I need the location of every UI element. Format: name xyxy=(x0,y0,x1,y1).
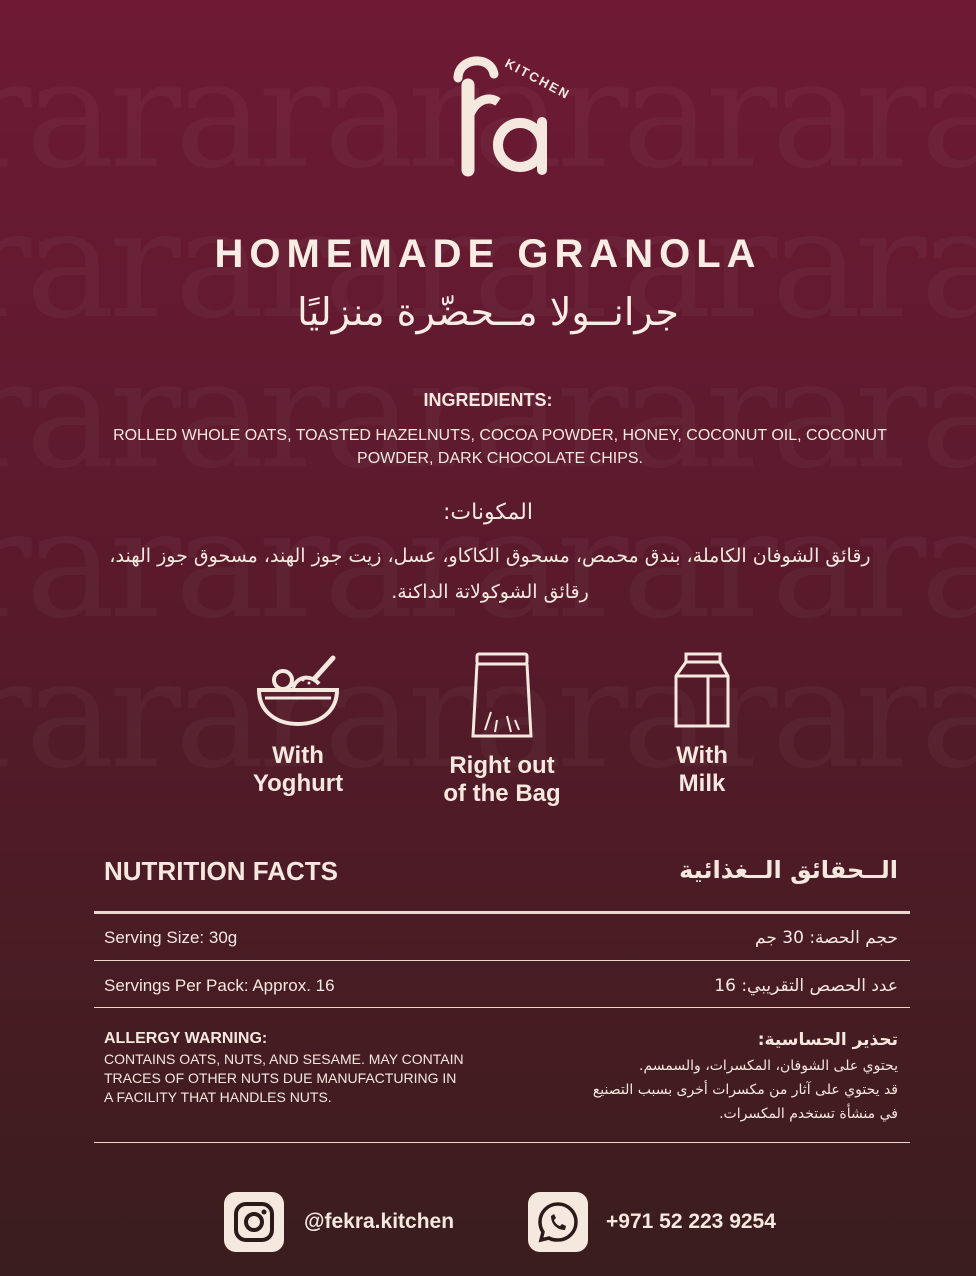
ingredients-heading: INGREDIENTS: xyxy=(423,390,553,410)
usage-label: With Yoghurt xyxy=(252,742,344,797)
ingredients-text-arabic: رقائق الشوفان الكاملة، بندق محمص، مسحوق الكاكاو، عسل، زيت جوز الهند، مسحوق جوز الهند، رقائق الشوكولاتة الداكنة. xyxy=(109,545,871,603)
servings-per-pack-arabic: عدد الحصص التقريبي: 16 xyxy=(714,976,898,996)
allergy-heading: ALLERGY WARNING: xyxy=(104,1030,268,1047)
ingredients-text: ROLLED WHOLE OATS, TOASTED HAZELNUTS, COCOA POWDER, HONEY, COCONUT OIL, COCONUT POWDER, DARK CHOCOLATE CHIPS. xyxy=(113,427,887,467)
allergy-heading-arabic: تحذير الحساسية: xyxy=(757,1030,898,1050)
ingredients-heading-arabic: المكونات: xyxy=(443,500,533,525)
instagram-icon xyxy=(224,1192,284,1252)
servings-per-pack: Servings Per Pack: Approx. 16 xyxy=(104,976,335,995)
allergy-line-arabic: في منشأة تستخدم المكسرات. xyxy=(719,1106,898,1122)
allergy-text-arabic xyxy=(498,1054,898,1126)
divider xyxy=(94,1007,910,1008)
instagram-link[interactable] xyxy=(224,1192,284,1252)
instagram-handle[interactable]: @fekra.kitchen xyxy=(304,1210,455,1233)
usage-right-out-of-bag xyxy=(392,650,612,808)
product-title: HOMEMADE GRANOLA xyxy=(214,232,762,276)
allergy-line-arabic: يحتوي على الشوفان، المكسرات، والسمسم. xyxy=(639,1058,898,1074)
serving-size: Serving Size: 30g xyxy=(104,928,238,947)
usage-label: With Milk xyxy=(676,742,728,797)
divider xyxy=(94,1142,910,1143)
phone-number[interactable]: +971 52 223 9254 xyxy=(606,1210,776,1233)
whatsapp-icon xyxy=(528,1192,588,1252)
allergy-line-arabic: قد يحتوي على آثار من مكسرات أخرى بسبب التصنيع xyxy=(592,1082,898,1098)
usage-yoghurt xyxy=(188,650,408,798)
nutrition-title-arabic: الــحقائق الــغذائية xyxy=(679,856,898,884)
serving-size-arabic: حجم الحصة: 30 جم xyxy=(755,928,898,948)
whatsapp-link[interactable] xyxy=(528,1192,588,1252)
divider xyxy=(94,960,910,961)
product-title-arabic: جرانــولا مــحضّرة منزليًا xyxy=(297,290,679,334)
brand-logo xyxy=(428,40,578,190)
logo-sub-text: KITCHEN xyxy=(502,55,574,103)
divider xyxy=(94,911,910,914)
usage-milk xyxy=(592,650,812,798)
bag-icon xyxy=(467,650,537,740)
usage-label: Right out of the Bag xyxy=(443,752,561,807)
nutrition-title: NUTRITION FACTS xyxy=(104,856,338,886)
bowl-icon xyxy=(253,650,343,730)
milk-carton-icon xyxy=(672,650,732,730)
allergy-text: CONTAINS OATS, NUTS, AND SESAME. MAY CONTAIN TRACES OF OTHER NUTS DUE MANUFACTURING IN A FACILITY THAT HANDLES NUTS. xyxy=(104,1051,464,1105)
